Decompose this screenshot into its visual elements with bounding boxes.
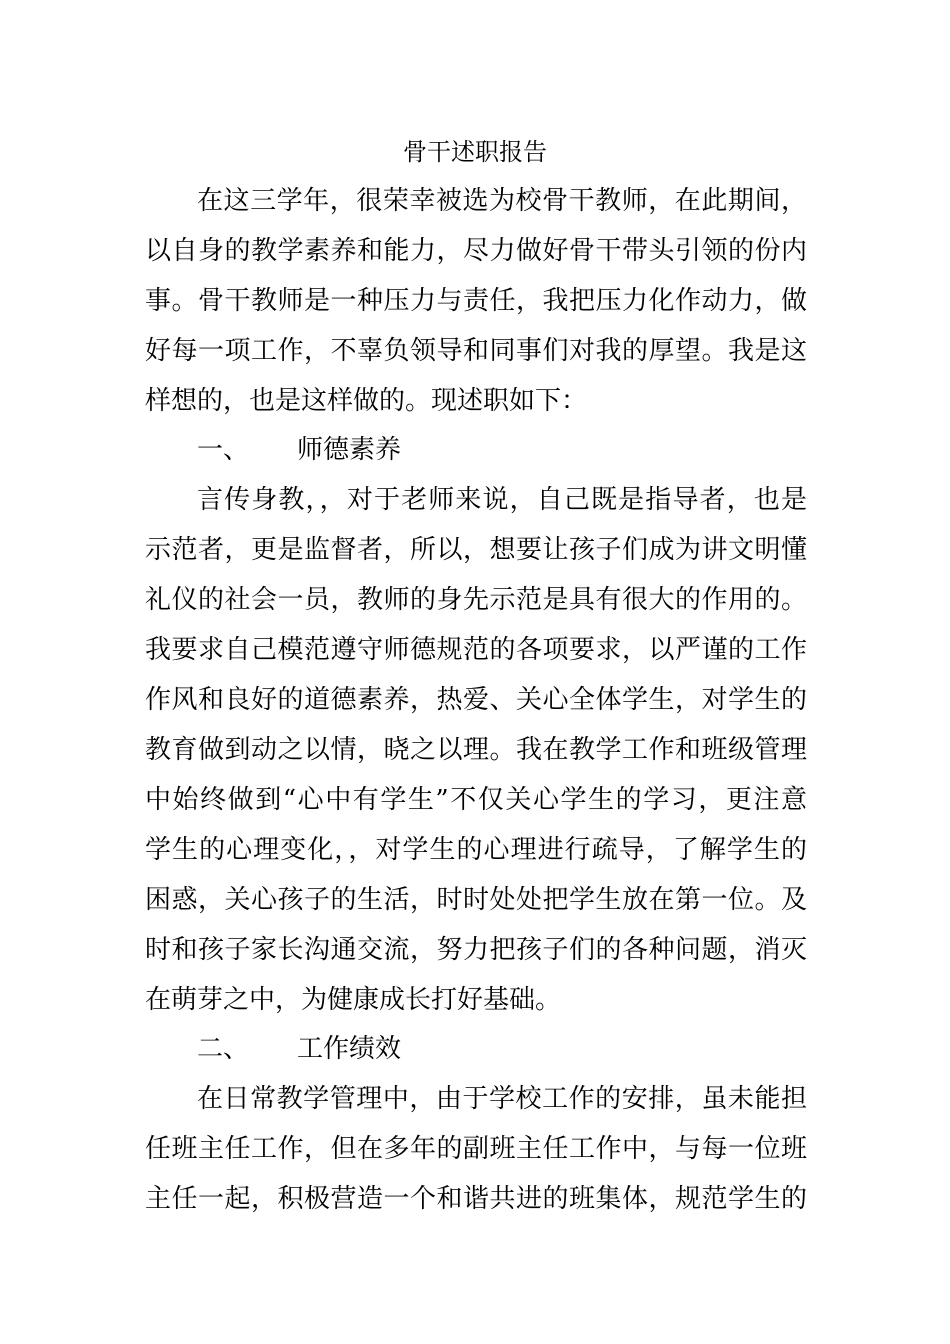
paragraph-line: 礼仪的社会一员，教师的身先示范是具有很大的作用的。 [145,585,807,615]
paragraph-line: 在这三学年，很荣幸被选为校骨干教师，在此期间， [197,186,807,216]
section-number: 二、 [197,1034,250,1064]
document-title: 骨干述职报告 [403,138,547,166]
section-number: 一、 [197,435,250,465]
paragraph-line: 好每一项工作，不辜负领导和同事们对我的厚望。我是这 [145,336,807,366]
paragraph-line: 中始终做到“心中有学生”不仅关心学生的学习，更注意 [145,785,807,815]
paragraph-line: 教育做到动之以情，晓之以理。我在教学工作和班级管理 [145,735,807,765]
paragraph-line: 示范者，更是监督者，所以，想要让孩子们成为讲文明懂 [145,535,807,565]
paragraph-line: 时和孩子家长沟通交流，努力把孩子们的各种问题，消灭 [145,935,807,965]
paragraph-line: 言传身教，，对于老师来说，自己既是指导者，也是 [197,485,807,515]
paragraph-line: 主任一起，积极营造一个和谐共进的班集体，规范学生的 [145,1184,807,1214]
paragraph-line: 任班主任工作，但在多年的副班主任工作中，与每一位班 [145,1134,807,1164]
paragraph-line: 事。骨干教师是一种压力与责任，我把压力化作动力，做 [145,286,807,316]
paragraph-line: 作风和良好的道德素养，热爱、关心全体学生，对学生的 [145,685,807,715]
paragraph-line: 困惑，关心孩子的生活，时时处处把学生放在第一位。及 [145,885,807,915]
paragraph-line: 样想的，也是这样做的。现述职如下： [145,386,588,416]
paragraph-line: 我要求自己模范遵守师德规范的各项要求，以严谨的工作 [145,635,807,665]
paragraph-line: 在日常教学管理中，由于学校工作的安排，虽未能担 [197,1084,807,1114]
paragraph-line: 在萌芽之中，为健康成长打好基础。 [145,985,562,1015]
section-heading-text: 工作绩效 [297,1034,402,1064]
paragraph-line: 学生的心理变化，，对学生的心理进行疏导，了解学生的 [145,835,807,865]
paragraph-line: 以自身的教学素养和能力，尽力做好骨干带头引领的份内 [145,236,807,266]
section-heading-text: 师德素养 [297,435,402,465]
